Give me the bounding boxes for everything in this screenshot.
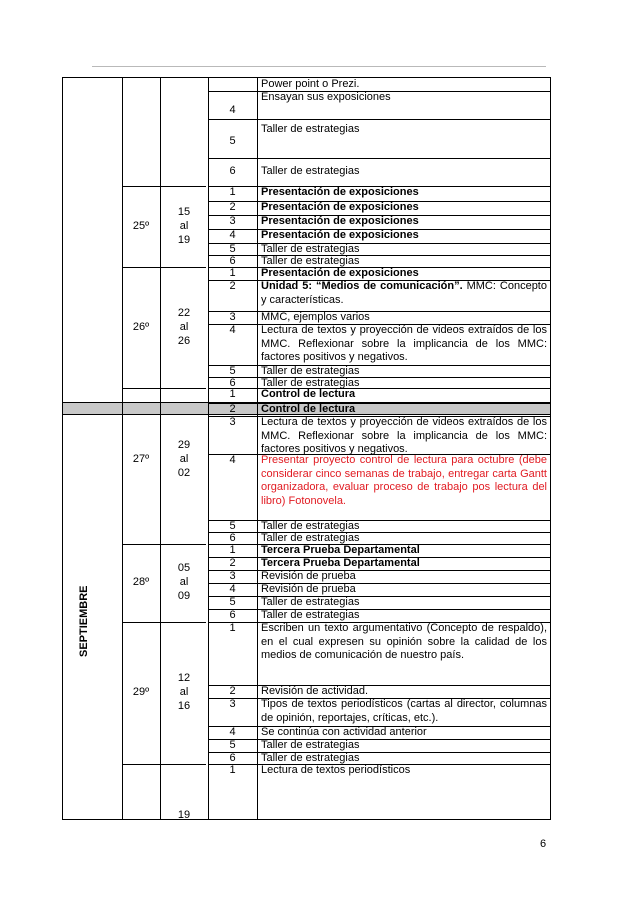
session-activity: Taller de estrategias [261, 752, 360, 764]
session-number: 6 [229, 532, 236, 544]
session-number: 5 [229, 596, 236, 608]
week-row-divider [122, 544, 206, 545]
schedule-table [62, 77, 551, 820]
session-number: 5 [229, 739, 236, 751]
session-activity: Revisión de prueba [261, 570, 356, 582]
session-activity: Control de lectura [261, 403, 356, 415]
col-divider-session [257, 78, 258, 819]
month-label: SEPTIEMBRE [78, 585, 90, 657]
session-activity: Lectura de textos y proyección de videos extraídos de los MMC. Reflexionar sobre la implicancia de los MMC: factores positivos y negativos. [261, 416, 547, 456]
session-row-divider [208, 119, 550, 120]
unit-description: MMC: Concepto y características. [261, 280, 547, 306]
session-activity: Presentar proyecto control de lectura para octubre (debe considerar cinco semanas de trabajo, entregar carta Gantt organizadora, evaluar proceso de trabajo pos lectura del libro) Fotonovela. [261, 454, 547, 508]
session-activity: Tipos de textos periodísticos (cartas al director, columnas de opinión, reportajes, críticas, etc.). [261, 698, 547, 724]
session-row-divider [208, 158, 550, 159]
week-date-range: 12 [177, 672, 191, 684]
week-row-divider [122, 764, 206, 765]
session-activity: Revisión de prueba [261, 583, 356, 595]
session-number: 1 [229, 544, 236, 556]
session-activity: Lectura de textos periodísticos [261, 764, 411, 776]
week-date-range: 19 [177, 809, 191, 821]
session-activity: Taller de estrategias [261, 532, 360, 544]
session-number: 5 [229, 365, 236, 377]
session-number: 6 [229, 377, 236, 389]
session-number: 3 [229, 215, 236, 227]
session-number: 4 [229, 104, 236, 116]
session-activity: Taller de estrategias [261, 377, 360, 389]
session-number: 4 [229, 229, 236, 241]
session-activity: Presentación de exposiciones [261, 186, 419, 198]
session-number: 3 [229, 311, 236, 323]
session-activity: Taller de estrategias [261, 243, 360, 255]
session-activity: Taller de estrategias [261, 596, 360, 608]
session-number: 6 [229, 609, 236, 621]
week-row-divider [122, 267, 206, 268]
session-activity: Ensayan sus exposiciones [261, 91, 391, 103]
week-date-range: 05 [177, 561, 191, 574]
session-activity: Taller de estrategias [261, 365, 360, 377]
session-activity: Taller de estrategias [261, 609, 360, 621]
session-number: 3 [229, 570, 236, 582]
week-number: 25º [132, 219, 150, 232]
session-activity: Taller de estrategias [261, 123, 360, 135]
session-number: 5 [229, 520, 236, 532]
session-number: 2 [229, 201, 236, 213]
session-activity: Power point o Prezi. [261, 78, 360, 90]
week-date-range: al [179, 686, 189, 698]
session-activity: Se continúa con actividad anterior [261, 726, 427, 738]
week-date-range: 15 [177, 205, 191, 218]
session-number: 3 [229, 698, 236, 710]
week-date-range: al [179, 219, 189, 232]
week-date-range: 26 [177, 334, 191, 347]
col-divider-month [122, 78, 123, 819]
session-number: 6 [229, 255, 236, 267]
week-row-divider [122, 622, 206, 623]
session-number: 1 [229, 764, 236, 776]
session-activity [261, 280, 550, 307]
session-number: 3 [229, 416, 236, 428]
session-activity: Tercera Prueba Departamental [261, 544, 420, 556]
week-date-range: 02 [177, 467, 191, 479]
session-activity: Taller de estrategias [261, 255, 360, 267]
week-number: 27º [132, 453, 150, 465]
session-number: 1 [229, 186, 236, 198]
week-date-range: al [179, 453, 189, 465]
week-number: 28º [132, 575, 150, 588]
week-date-range: 29 [177, 439, 191, 451]
session-activity: Lectura de textos y proyección de videos extraídos de los MMC. Reflexionar sobre la implicancia de los MMC: factores positivos y negativos. [261, 324, 547, 364]
session-number: 2 [229, 403, 236, 415]
session-number: 2 [229, 557, 236, 569]
session-activity: Taller de estrategias [261, 739, 360, 751]
session-number: 1 [229, 267, 236, 279]
session-number: 4 [229, 454, 236, 466]
week-number: 26º [132, 320, 150, 333]
session-number: 4 [229, 726, 236, 738]
session-activity: Control de lectura [261, 388, 356, 400]
week-date-range: 09 [177, 589, 191, 602]
session-activity: Taller de estrategias [261, 165, 360, 177]
session-number: 6 [229, 165, 236, 177]
session-activity: Presentación de exposiciones [261, 201, 419, 213]
week-date-range: 16 [177, 700, 191, 712]
session-number: 6 [229, 752, 236, 764]
session-number: 1 [229, 388, 236, 400]
session-activity: Presentación de exposiciones [261, 267, 419, 279]
week-date-range: 19 [177, 233, 191, 246]
session-number: 4 [229, 583, 236, 595]
session-number: 1 [229, 622, 236, 634]
session-activity: Taller de estrategias [261, 520, 360, 532]
week-date-range: 22 [177, 306, 191, 319]
session-activity: MMC, ejemplos varios [261, 311, 370, 323]
session-number: 5 [229, 243, 236, 255]
session-number: 4 [229, 324, 236, 336]
session-activity: Presentación de exposiciones [261, 215, 419, 227]
week-date-range: al [179, 575, 189, 588]
page-number: 6 [540, 838, 547, 850]
session-number: 2 [229, 280, 236, 292]
session-activity: Tercera Prueba Departamental [261, 557, 420, 569]
header-rule [92, 66, 546, 67]
week-row-divider [122, 388, 206, 389]
session-number: 2 [229, 685, 236, 697]
session-activity: Presentación de exposiciones [261, 229, 419, 241]
week-row-divider [122, 186, 206, 187]
week-date-range: al [179, 320, 189, 333]
session-number: 5 [229, 135, 236, 147]
session-activity: Revisión de actividad. [261, 685, 369, 697]
unit-title: Unidad 5: “Medios de comunicación”. [261, 280, 467, 292]
session-activity: Escriben un texto argumentativo (Concepto de respaldo), en el cual expresen su opinión sobre la calidad de los medios de comunicación de nuestro país. [261, 622, 547, 662]
week-number: 29º [132, 686, 150, 698]
